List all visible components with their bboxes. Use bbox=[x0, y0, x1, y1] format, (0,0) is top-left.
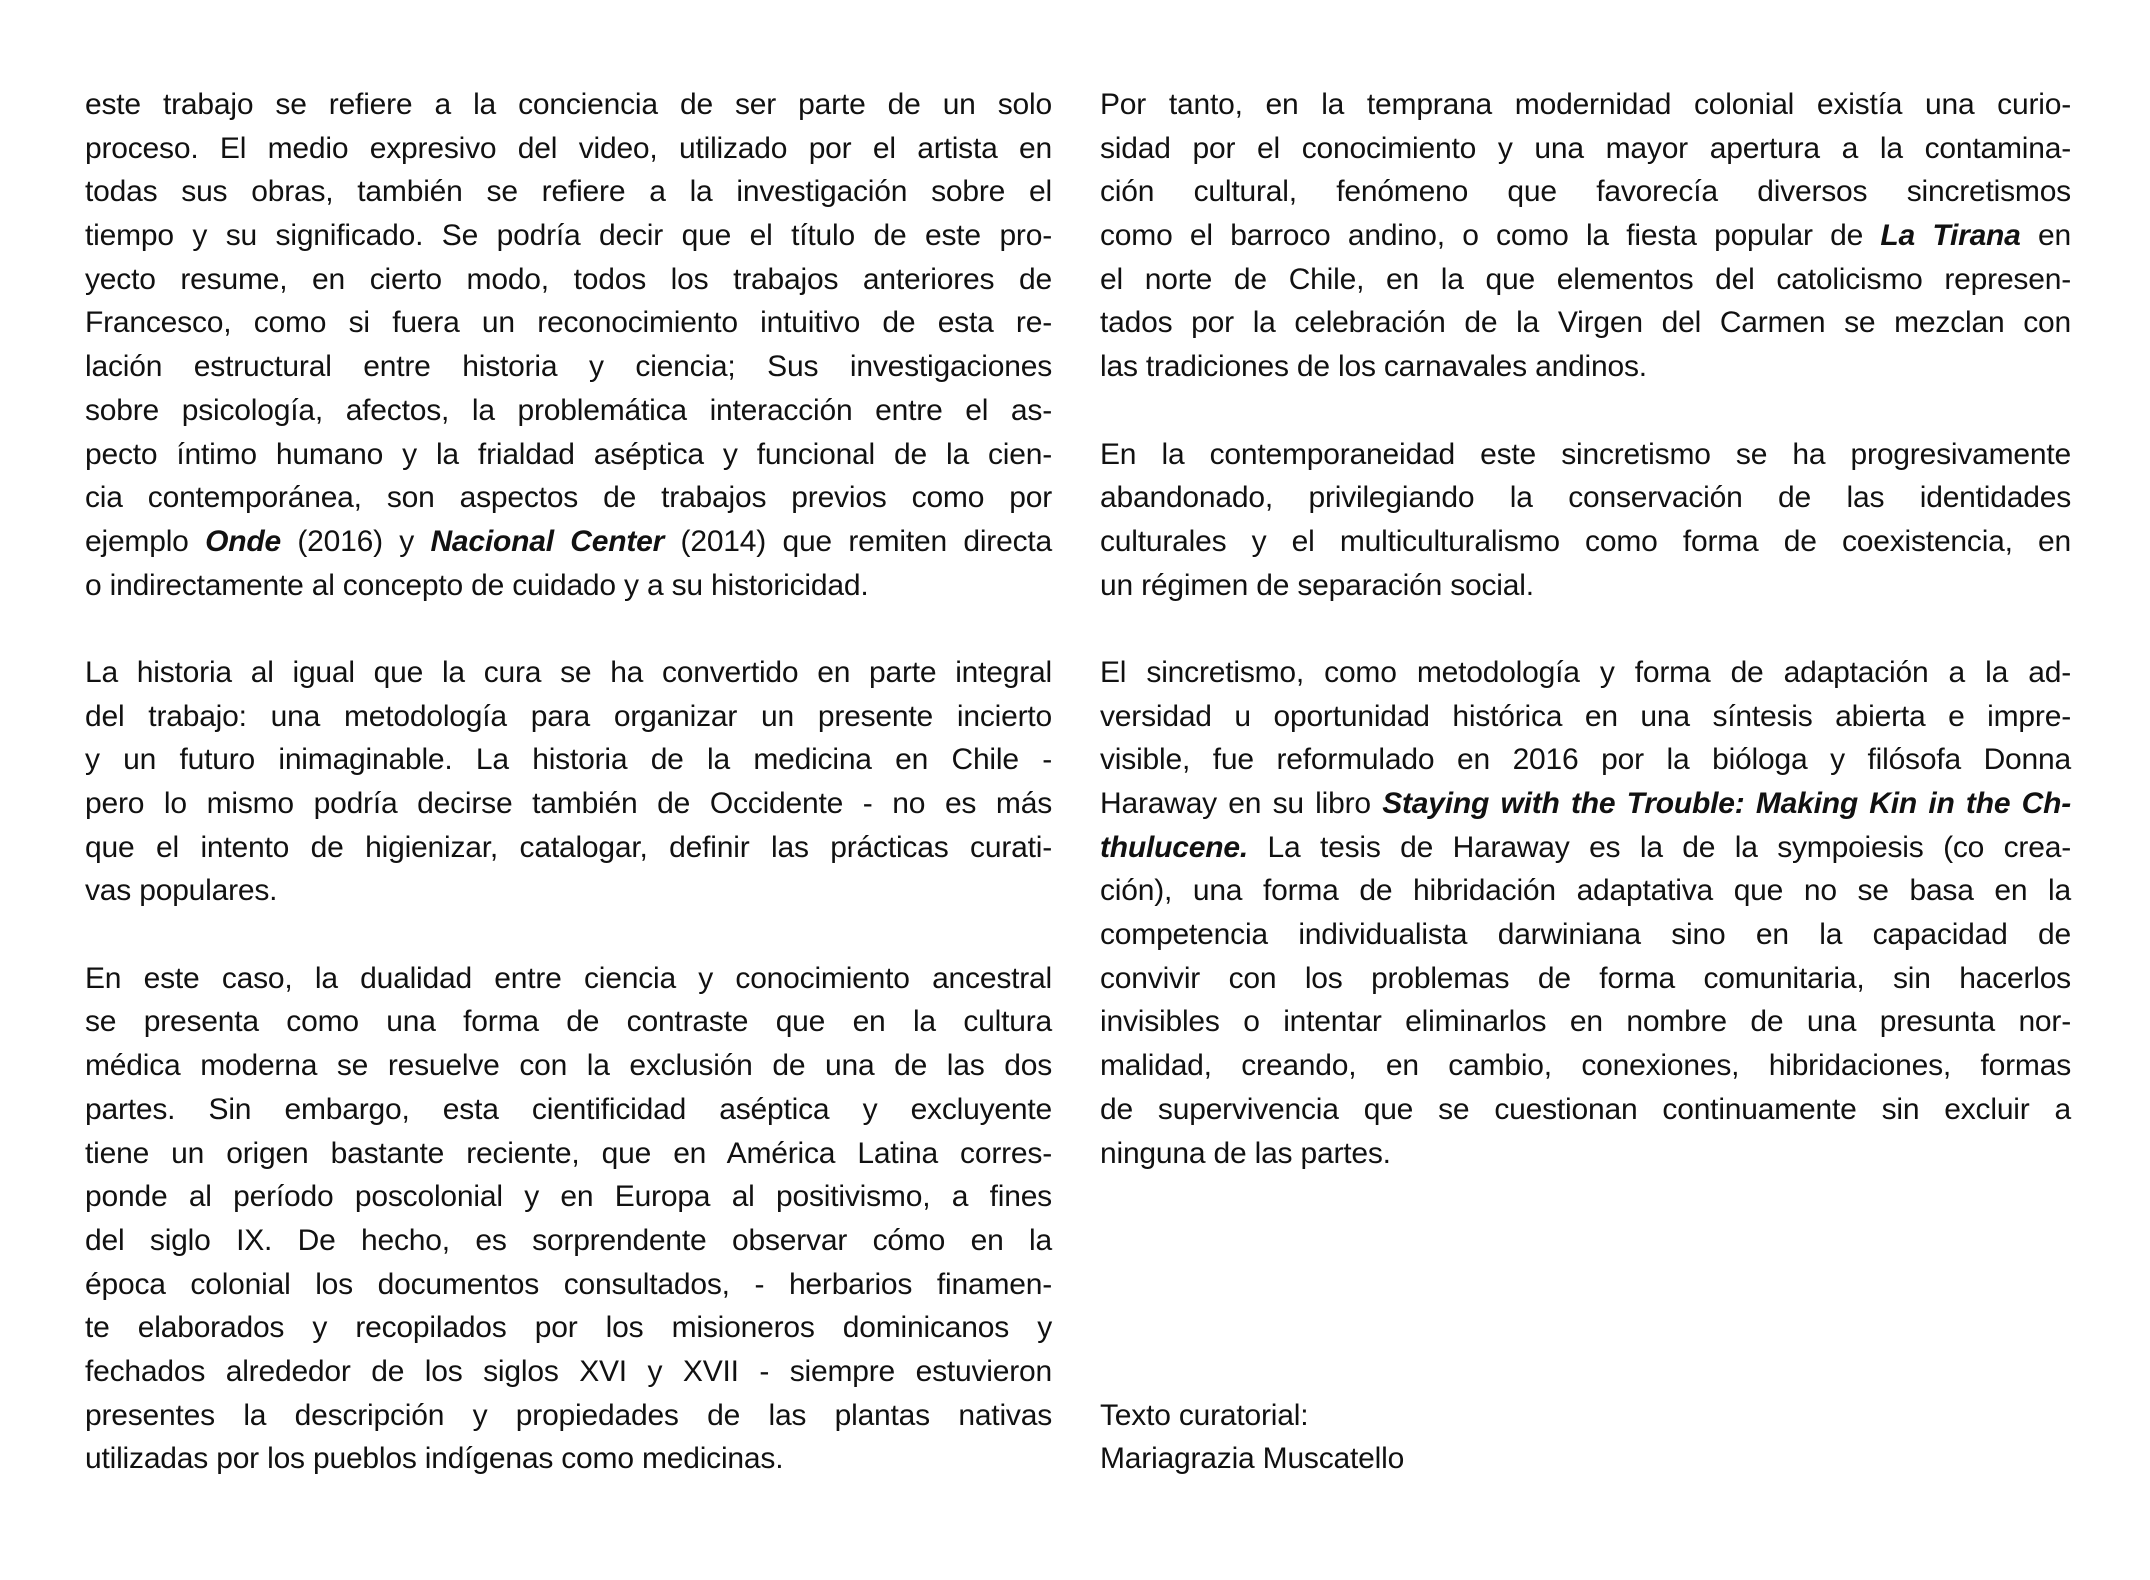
italic-title: La Tirana bbox=[1880, 219, 2021, 253]
text-run: un régimen de separación social. bbox=[1100, 568, 1534, 602]
text-line bbox=[1100, 301, 2071, 345]
text-line bbox=[85, 389, 1052, 433]
text-line bbox=[85, 83, 1052, 127]
text-line bbox=[1100, 564, 2071, 608]
text-run: ninguna de las partes. bbox=[1100, 1136, 1391, 1170]
credit-label: Texto curatorial: bbox=[1100, 1398, 1309, 1432]
paragraph-spacer bbox=[85, 607, 1052, 651]
text-line bbox=[85, 1044, 1052, 1088]
text-run: del trabajo: una metodología para organizar un presente incierto bbox=[85, 699, 1052, 733]
text-run: todas sus obras, también se refiere a la investigación sobre el bbox=[85, 175, 1052, 209]
text-run: competencia individualista darwiniana sino en la capacidad de bbox=[1100, 918, 2071, 952]
text-run: culturales y el multiculturalismo como forma de coexistencia, en bbox=[1100, 524, 2071, 558]
text-run: ponde al período poscolonial y en Europa al positivismo, a fines bbox=[85, 1180, 1052, 1214]
text-run: vas populares. bbox=[85, 874, 278, 908]
text-run: o indirectamente al concepto de cuidado y a su historicidad. bbox=[85, 568, 869, 602]
text-line bbox=[85, 1263, 1052, 1307]
text-run: cia contemporánea, son aspectos de trabajos previos como por bbox=[85, 481, 1052, 515]
text-run: utilizadas por los pueblos indígenas como medicinas. bbox=[85, 1442, 784, 1476]
text-run: partes. Sin embargo, esta cientificidad aséptica y excluyente bbox=[85, 1092, 1052, 1126]
text-line bbox=[1100, 695, 2071, 739]
text-line bbox=[85, 564, 1052, 608]
text-run: Por tanto, en la temprana modernidad colonial existía una curio- bbox=[1100, 88, 2071, 121]
italic-title: Nacional Center bbox=[430, 524, 665, 558]
text-run: y un futuro inimaginable. La historia de la medicina en Chile - bbox=[85, 743, 1052, 777]
text-run: tados por la celebración de la Virgen del Carmen se mezclan con bbox=[1100, 306, 2071, 340]
text-run: época colonial los documentos consultados, - herbarios finamen- bbox=[85, 1267, 1052, 1301]
text-run: La tesis de Haraway es la de la sympoiesis (co crea- bbox=[1248, 830, 2071, 864]
text-line bbox=[1100, 826, 2071, 870]
text-run: El sincretismo, como metodología y forma de adaptación a la ad- bbox=[1100, 655, 2071, 689]
text-run: proceso. El medio expresivo del video, utilizado por el artista en bbox=[85, 131, 1052, 165]
paragraph-spacer bbox=[85, 913, 1052, 957]
text-line bbox=[85, 258, 1052, 302]
text-line bbox=[85, 345, 1052, 389]
text-run: yecto resume, en cierto modo, todos los trabajos anteriores de bbox=[85, 262, 1052, 296]
italic-title: Staying with the Trouble: Making Kin in the Ch- bbox=[1382, 787, 2071, 820]
text-line bbox=[1100, 913, 2071, 957]
text-line bbox=[85, 782, 1052, 826]
text-line bbox=[1100, 520, 2071, 564]
paragraph bbox=[85, 957, 1052, 1481]
text-line bbox=[85, 695, 1052, 739]
text-run: este trabajo se refiere a la conciencia de ser parte de un solo bbox=[85, 88, 1052, 121]
text-run: lación estructural entre historia y ciencia; Sus investigaciones bbox=[85, 350, 1052, 384]
text-line bbox=[1100, 1044, 2071, 1088]
text-line bbox=[85, 1350, 1052, 1394]
text-line bbox=[1100, 127, 2071, 171]
text-line bbox=[85, 957, 1052, 1001]
text-line bbox=[1100, 345, 2071, 389]
text-line bbox=[1100, 957, 2071, 1001]
paragraph bbox=[1100, 651, 2071, 1175]
text-line bbox=[1100, 1000, 2071, 1044]
text-line bbox=[1100, 170, 2071, 214]
text-run: pecto íntimo humano y la frialdad aséptica y funcional de la cien- bbox=[85, 437, 1052, 471]
text-line bbox=[85, 1175, 1052, 1219]
text-run: ejemplo bbox=[85, 524, 206, 558]
text-line bbox=[85, 651, 1052, 695]
text-line bbox=[85, 476, 1052, 520]
text-run: tiempo y su significado. Se podría decir que el título de este pro- bbox=[85, 219, 1052, 253]
text-run: ción cultural, fenómeno que favorecía diversos sincretismos bbox=[1100, 175, 2071, 209]
curatorial-credit bbox=[1100, 1394, 2071, 1481]
text-run: médica moderna se resuelve con la exclusión de una de las dos bbox=[85, 1049, 1052, 1083]
text-run: invisibles o intentar eliminarlos en nombre de una presunta nor- bbox=[1100, 1005, 2071, 1039]
text-run: sidad por el conocimiento y una mayor apertura a la contamina- bbox=[1100, 131, 2071, 165]
text-run: visible, fue reformulado en 2016 por la bióloga y filósofa Donna bbox=[1100, 743, 2071, 777]
credit-author: Mariagrazia Muscatello bbox=[1100, 1442, 1405, 1476]
text-line bbox=[85, 826, 1052, 870]
text-run: en bbox=[2020, 219, 2071, 253]
paragraph bbox=[85, 651, 1052, 913]
text-run: que el intento de higienizar, catalogar, definir las prácticas curati- bbox=[85, 830, 1052, 864]
paragraph bbox=[85, 83, 1052, 607]
text-line bbox=[85, 127, 1052, 171]
credit-spacer bbox=[1100, 1175, 2071, 1394]
text-line bbox=[85, 738, 1052, 782]
text-run: las tradiciones de los carnavales andinos. bbox=[1100, 350, 1647, 384]
text-line bbox=[85, 1394, 1052, 1438]
text-line bbox=[85, 1219, 1052, 1263]
text-run: Haraway en su libro bbox=[1100, 787, 1383, 820]
text-run: tiene un origen bastante reciente, que en América Latina corres- bbox=[85, 1136, 1052, 1170]
text-run: malidad, creando, en cambio, conexiones, hibridaciones, formas bbox=[1100, 1049, 2071, 1083]
text-line bbox=[1100, 214, 2071, 258]
text-run: se presenta como una forma de contraste que en la cultura bbox=[85, 1005, 1052, 1039]
text-run: fechados alrededor de los siglos XVI y XVII - siempre estuvieron bbox=[85, 1354, 1052, 1388]
text-run: presentes la descripción y propiedades de las plantas nativas bbox=[85, 1398, 1052, 1432]
text-line bbox=[1100, 1088, 2071, 1132]
text-run: En este caso, la dualidad entre ciencia y conocimiento ancestral bbox=[85, 961, 1052, 995]
text-run: sobre psicología, afectos, la problemática interacción entre el as- bbox=[85, 393, 1052, 427]
paragraph bbox=[1100, 433, 2071, 608]
text-line bbox=[85, 869, 1052, 913]
text-run: (2014) que remiten directa bbox=[664, 524, 1052, 558]
text-line bbox=[1100, 738, 2071, 782]
text-line bbox=[1100, 83, 2071, 127]
text-line bbox=[1100, 1132, 2071, 1176]
text-line bbox=[85, 1306, 1052, 1350]
text-run: (2016) y bbox=[280, 524, 431, 558]
text-line bbox=[85, 214, 1052, 258]
text-run: el norte de Chile, en la que elementos del catolicismo represen- bbox=[1100, 262, 2071, 296]
text-line bbox=[85, 1132, 1052, 1176]
left-column bbox=[85, 83, 1052, 1481]
text-run: de supervivencia que se cuestionan continuamente sin excluir a bbox=[1100, 1092, 2071, 1126]
text-run: En la contemporaneidad este sincretismo se ha progresivamente bbox=[1100, 437, 2071, 471]
right-column bbox=[1100, 83, 2071, 1481]
text-line bbox=[85, 170, 1052, 214]
text-line bbox=[85, 1000, 1052, 1044]
text-run: como el barroco andino, o como la fiesta popular de bbox=[1100, 219, 1881, 253]
text-run: pero lo mismo podría decirse también de Occidente - no es más bbox=[85, 787, 1052, 820]
right-column-body bbox=[1100, 83, 2071, 1175]
italic-title: Onde bbox=[205, 524, 281, 558]
text-run: ción), una forma de hibridación adaptativa que no se basa en la bbox=[1100, 874, 2071, 908]
paragraph-spacer bbox=[1100, 607, 2071, 651]
text-run: Francesco, como si fuera un reconocimiento intuitivo de esta re- bbox=[85, 306, 1052, 340]
text-line bbox=[1100, 258, 2071, 302]
paragraph bbox=[1100, 83, 2071, 389]
text-line bbox=[85, 301, 1052, 345]
paragraph-spacer bbox=[1100, 389, 2071, 433]
text-line bbox=[1100, 869, 2071, 913]
text-line bbox=[1100, 651, 2071, 695]
text-run: La historia al igual que la cura se ha convertido en parte integral bbox=[85, 655, 1052, 689]
text-line bbox=[85, 1437, 1052, 1481]
text-line bbox=[1100, 476, 2071, 520]
text-run: te elaborados y recopilados por los misioneros dominicanos y bbox=[85, 1311, 1052, 1345]
text-line bbox=[1100, 433, 2071, 477]
text-run: del siglo IX. De hecho, es sorprendente observar cómo en la bbox=[85, 1223, 1052, 1257]
text-run: convivir con los problemas de forma comunitaria, sin hacerlos bbox=[1100, 961, 2071, 995]
text-line bbox=[1100, 782, 2071, 826]
italic-title: thulucene. bbox=[1100, 830, 1249, 864]
text-line bbox=[85, 520, 1052, 564]
text-run: abandonado, privilegiando la conservación de las identidades bbox=[1100, 481, 2071, 515]
text-line bbox=[85, 433, 1052, 477]
text-run: versidad u oportunidad histórica en una síntesis abierta e impre- bbox=[1100, 699, 2071, 733]
text-line bbox=[85, 1088, 1052, 1132]
